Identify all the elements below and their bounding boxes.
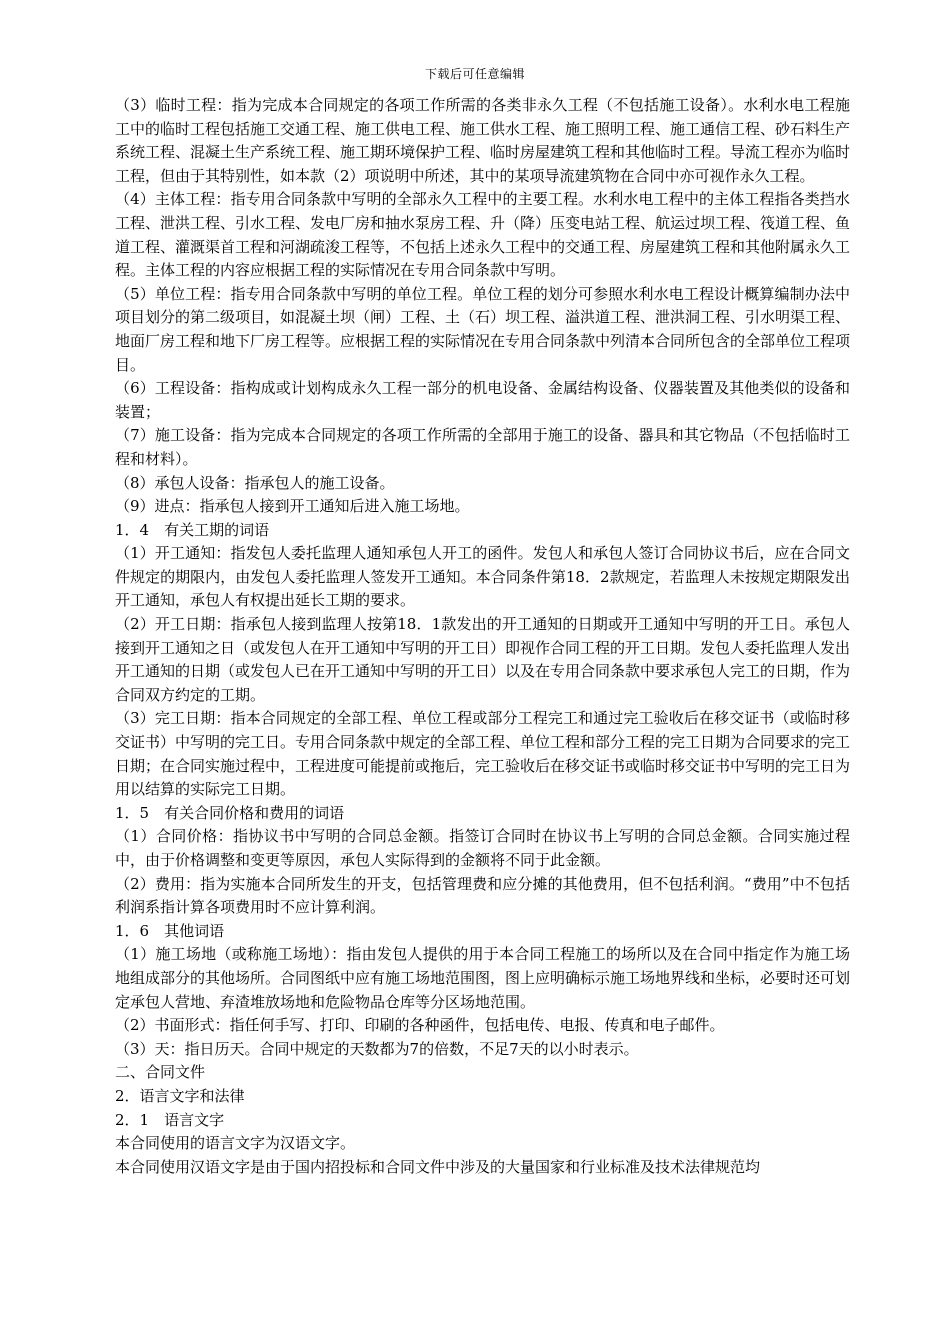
heading-schedule-terms: 1．4 有关工期的词语 — [115, 520, 270, 539]
paragraph-days: （3）天：指日历天。合同中规定的天数都为7的倍数，不足7天的以小时表示。 — [115, 1039, 639, 1058]
paragraph-commencement-notice: （1）开工通知：指发包人委托监理人通知承包人开工的函件。发包人和承包人签订合同协议书后，应在合同文件规定的期限内，由发包人委托监理人签发开工通知。本合同条件第18．2款规定，若监理人未按规定期限发出开工通知，承包人有权提出延长工期的要求。 — [115, 544, 850, 610]
paragraph-temporary-works: （3）临时工程：指为完成本合同规定的各项工作所需的各类非永久工程（不包括施工设备）。水利水电工程施工中的临时工程包括施工交通工程、施工供电工程、施工供水工程、施工照明工程、施工通信工程、砂石料生产系统工程、混凝土生产系统工程、施工期环境保护工程、临时房屋建筑工程和其他临时工程。导流工程亦为临时工程，但由于其特别性，如本款（2）项说明中所述，其中的某项导流建筑物在合同中亦可视作永久工程。 — [115, 96, 851, 185]
paragraph-construction-site: （1）施工场地（或称施工场地）：指由发包人提供的用于本合同工程施工的场所以及在合同中指定作为施工场地组成部分的其他场所。合同图纸中应有施工场地范围图，图上应明确标示施工场地界线和坐标，必要时还可划定承包人营地、弃渣堆放场地和危险物品仓库等分区场地范围。 — [115, 945, 851, 1011]
heading-other-terms: 1．6 其他词语 — [115, 921, 225, 940]
heading-language: 2．1 语言文字 — [115, 1110, 225, 1129]
page-header: 下载后可任意编辑 — [424, 67, 525, 81]
paragraph-written-form: （2）书面形式：指任何手写、打印、印刷的各种函件，包括电传、电报、传真和电子邮件。 — [115, 1016, 725, 1035]
paragraph-contractor-equipment: （8）承包人设备：指承包人的施工设备。 — [115, 473, 395, 492]
paragraph-construction-equipment: （7）施工设备：指为完成本合同规定的各项工作所需的全部用于施工的设备、器具和其它物品（不包括临时工程和材料）。 — [115, 426, 850, 468]
paragraph-language-reason: 本合同使用汉语文字是由于国内招投标和合同文件中涉及的大量国家和行业标准及技术法律规范均 — [115, 1157, 761, 1176]
paragraph-main-works: （4）主体工程：指专用合同条款中写明的全部永久工程中的主要工程。水利水电工程中的主体工程指各类挡水工程、泄洪工程、引水工程、发电厂房和抽水泵房工程、升（降）压变电站工程、航运过坝工程、筏道工程、鱼道工程、灌溉渠首工程和河湖疏浚工程等，不包括上述永久工程中的交通工程、房屋建筑工程和其他附属永久工程。主体工程的内容应根据工程的实际情况在专用合同条款中写明。 — [115, 190, 851, 280]
paragraph-costs: （2）费用：指为实施本合同所发生的开支，包括管理费和应分摊的其他费用，但不包括利润。“费用”中不包括利润系指计算各项费用时不应计算利润。 — [115, 874, 850, 917]
paragraph-site-entry: （9）进点：指承包人接到开工通知后进入施工场地。 — [115, 497, 470, 516]
paragraph-commencement-date: （2）开工日期：指承包人接到监理人按第18．1款发出的开工通知的日期或开工通知中写明的开工日。承包人接到开工通知之日（或发包人在开工通知中写明的开工日）即视作合同工程的开工日期。发包人委托监理人发出开工通知的日期（或发包人已在开工通知中写明的开工日）以及在专用合同条款中要求承包人完工的日期，作为合同双方约定的工期。 — [115, 615, 851, 704]
heading-language-and-law: 2．语言文字和法律 — [115, 1086, 245, 1105]
heading-contract-documents: 二、合同文件 — [115, 1063, 206, 1082]
paragraph-completion-date: （3）完工日期：指本合同规定的全部工程、单位工程或部分工程完工和通过完工验收后在移交证书（或临时移交证书）中写明的完工日。专用合同条款中规定的全部工程、单位工程和部分工程的完工日期为合同要求的完工日期；在合同实施过程中，工程进度可能提前或拖后，完工验收后在移交证书或临时移交证书中写明的完工日为用以结算的实际完工日期。 — [115, 709, 851, 799]
paragraph-engineering-equipment: （6）工程设备：指构成或计划构成永久工程一部分的机电设备、金属结构设备、仪器装置及其他类似的设备和装置； — [115, 379, 850, 421]
paragraph-unit-works: （5）单位工程：指专用合同条款中写明的单位工程。单位工程的划分可参照水利水电工程设计概算编制办法中项目划分的第二级项目，如混凝土坝（闸）工程、土（石）坝工程、溢洪道工程、泄洪洞工程、引水明渠工程、地面厂房工程和地下厂房工程等。应根据工程的实际情况在专用合同条款中列清本合同所包含的全部单位工程项目。 — [115, 284, 851, 374]
paragraph-contract-price: （1）合同价格：指协议书中写明的合同总金额。指签订合同时在协议书上写明的合同总金额。合同实施过程中，由于价格调整和变更等原因，承包人实际得到的金额将不同于此金额。 — [115, 827, 850, 869]
heading-price-terms: 1．5 有关合同价格和费用的词语 — [115, 803, 345, 822]
document-body — [115, 94, 850, 1179]
paragraph-language-statement: 本合同使用的语言文字为汉语文字。 — [115, 1134, 356, 1153]
